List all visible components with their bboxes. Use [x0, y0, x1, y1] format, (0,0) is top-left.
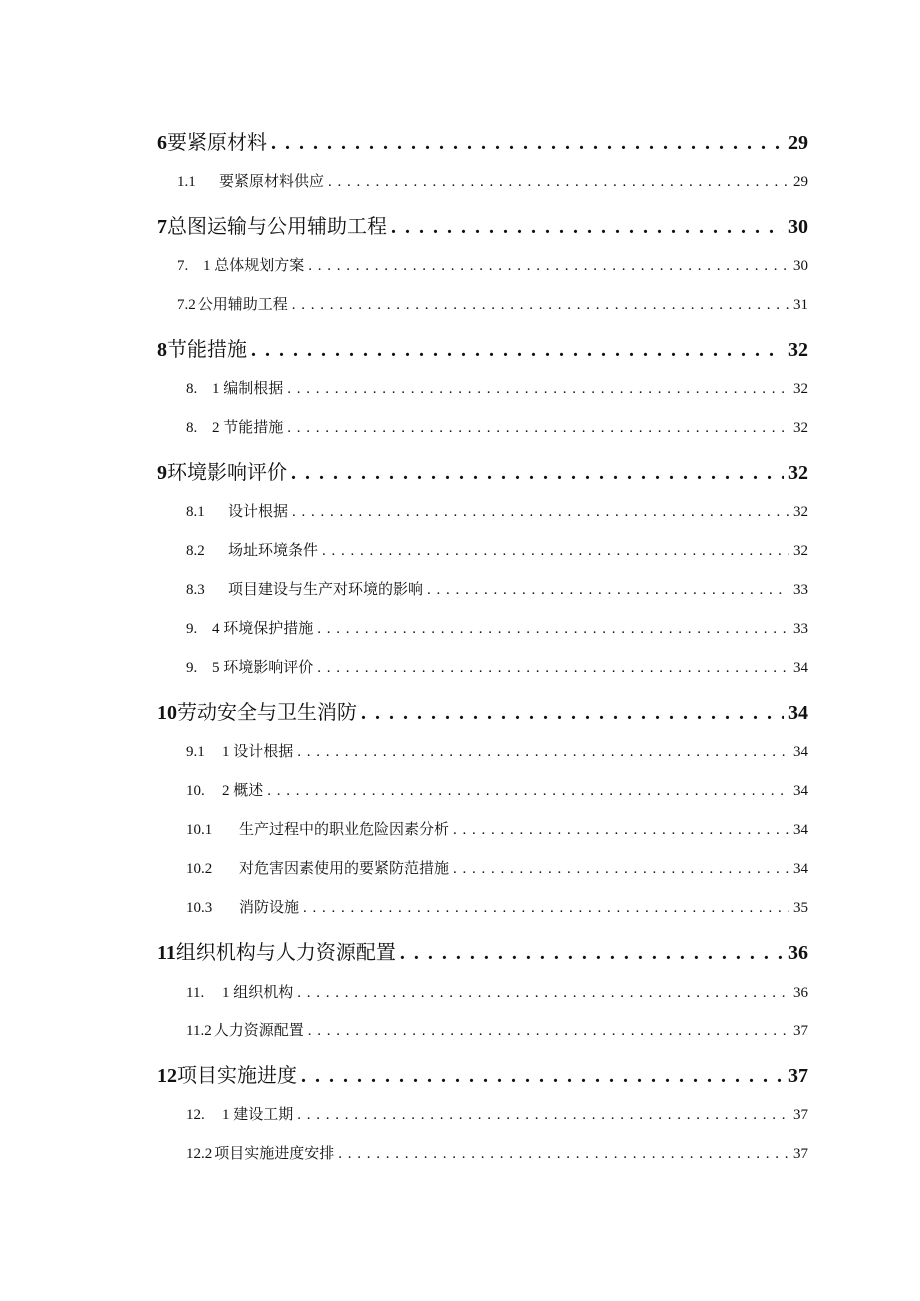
toc-title: 1 组织机构 [222, 985, 294, 1001]
toc-page: 32 [793, 420, 808, 436]
toc-page: 34 [793, 822, 808, 838]
dot-leader [291, 462, 784, 485]
toc-page: 32 [793, 381, 808, 397]
dot-leader [292, 504, 789, 521]
dot-leader [308, 1023, 789, 1040]
toc-page: 34 [793, 783, 808, 799]
toc-number: 9.1 [186, 744, 205, 760]
toc-number: 12. [186, 1107, 205, 1123]
toc-number: 10.1 [186, 822, 213, 838]
toc-entry-8-3[interactable] [186, 578, 808, 599]
toc-title: 4 环境保护措施 [212, 621, 314, 637]
toc-title: 场址环境条件 [228, 543, 319, 559]
dot-leader [303, 900, 789, 917]
toc-page: 34 [793, 744, 808, 760]
toc-entry-10-3[interactable] [186, 896, 808, 917]
toc-page: 37 [793, 1023, 808, 1039]
toc-page: 30 [788, 216, 808, 238]
toc-entry-12-2[interactable] [186, 1142, 808, 1163]
toc-title: 1 设计根据 [222, 744, 294, 760]
toc-number: 9. [186, 660, 198, 676]
toc-entry-chapter-12[interactable] [157, 1059, 808, 1088]
toc-title: 消防设施 [239, 900, 300, 916]
toc-page: 37 [793, 1146, 808, 1162]
toc-title: 1 编制根据 [212, 381, 284, 397]
toc-page: 32 [793, 504, 808, 520]
dot-leader [301, 1065, 784, 1088]
toc-title: 人力资源配置 [213, 1023, 304, 1039]
toc-number: 10.2 [186, 861, 213, 877]
toc-entry-8-2[interactable] [186, 416, 808, 437]
toc-entry-12-1[interactable] [186, 1103, 808, 1124]
toc-page: 34 [793, 660, 808, 676]
toc-entry-8-2b[interactable] [186, 539, 808, 560]
toc-number: 1.1 [177, 174, 196, 190]
toc-number: 8.3 [186, 582, 205, 598]
dot-leader [338, 1146, 789, 1163]
toc-entry-7-2[interactable] [177, 293, 808, 314]
dot-leader [308, 258, 789, 275]
toc-entry-10-2b[interactable] [186, 857, 808, 878]
toc-title: 节能措施 [167, 339, 247, 361]
toc-title: 生产过程中的职业危险因素分析 [239, 822, 450, 838]
dot-leader [297, 985, 789, 1002]
dot-leader [400, 942, 784, 965]
dot-leader [292, 297, 789, 314]
toc-number: 7. [177, 258, 189, 274]
toc-entry-9-5[interactable] [186, 656, 808, 677]
toc-title: 设计根据 [228, 504, 289, 520]
toc-page: 33 [793, 621, 808, 637]
toc-page: 32 [788, 339, 808, 361]
toc-title: 组织机构与人力资源配置 [175, 942, 396, 964]
dot-leader [317, 621, 789, 638]
toc-title: 2 概述 [222, 783, 264, 799]
toc-number: 8 [157, 339, 167, 361]
toc-entry-9-4[interactable] [186, 617, 808, 638]
toc-number: 8.2 [186, 543, 205, 559]
toc-page: 32 [788, 462, 808, 484]
toc-number: 7 [157, 216, 167, 238]
toc-number: 8. [186, 381, 198, 397]
dot-leader [453, 822, 789, 839]
toc-entry-11-1[interactable] [186, 981, 808, 1002]
toc-title: 环境影响评价 [167, 462, 287, 484]
toc-entry-10-2[interactable] [186, 779, 808, 800]
toc-entry-8-1[interactable] [186, 377, 808, 398]
toc-entry-chapter-9[interactable] [157, 456, 808, 485]
toc-number: 10 [157, 702, 177, 724]
toc-number: 10. [186, 783, 205, 799]
toc-page: 30 [793, 258, 808, 274]
toc-title: 5 环境影响评价 [212, 660, 314, 676]
toc-page: 31 [793, 297, 808, 313]
toc-number: 12.2 [186, 1146, 213, 1162]
toc-page: 37 [793, 1107, 808, 1123]
dot-leader [361, 702, 784, 725]
toc-entry-chapter-6[interactable] [157, 126, 808, 155]
toc-number: 12 [157, 1065, 177, 1087]
toc-number: 7.2 [177, 297, 196, 313]
toc-entry-chapter-11[interactable] [157, 936, 808, 965]
toc-title: 总图运输与公用辅助工程 [167, 216, 387, 238]
dot-leader [287, 420, 789, 437]
toc-page: 32 [793, 543, 808, 559]
toc-page: 29 [793, 174, 808, 190]
toc-page: 34 [788, 702, 808, 724]
toc-number: 11.2 [186, 1023, 212, 1039]
toc-entry-10-1[interactable] [186, 818, 808, 839]
dot-leader [317, 660, 789, 677]
toc-title: 劳动安全与卫生消防 [177, 702, 357, 724]
toc-entry-9-1[interactable] [186, 740, 808, 761]
toc-entry-chapter-8[interactable] [157, 333, 808, 362]
dot-leader [427, 582, 789, 599]
toc-number: 11 [157, 942, 176, 964]
toc-number: 8.1 [186, 504, 205, 520]
toc-title: 项目实施进度 [177, 1065, 297, 1087]
toc-page: 33 [793, 582, 808, 598]
dot-leader [297, 744, 789, 761]
toc-number: 10.3 [186, 900, 213, 916]
toc-number: 9 [157, 462, 167, 484]
toc-title: 项目建设与生产对环境的影响 [228, 582, 424, 598]
toc-title: 公用辅助工程 [197, 297, 288, 313]
toc-page: 36 [793, 985, 808, 1001]
toc-entry-11-2[interactable] [186, 1019, 808, 1040]
toc-entry-1-1[interactable] [177, 170, 808, 191]
toc-title: 2 节能措施 [212, 420, 284, 436]
toc-title: 1 总体规划方案 [203, 258, 305, 274]
toc-number: 11. [186, 985, 205, 1001]
toc-number: 8. [186, 420, 198, 436]
dot-leader [251, 339, 784, 362]
dot-leader [267, 783, 789, 800]
toc-title: 要紧原材料供应 [219, 174, 325, 190]
toc-page: 34 [793, 861, 808, 877]
toc-entry-chapter-10[interactable] [157, 696, 808, 725]
dot-leader [391, 216, 784, 239]
dot-leader [287, 381, 789, 398]
toc-entry-7-1[interactable] [177, 254, 808, 275]
dot-leader [271, 132, 784, 155]
toc-number: 6 [157, 132, 167, 154]
toc-entry-chapter-7[interactable] [157, 210, 808, 239]
dot-leader [453, 861, 789, 878]
dot-leader [297, 1107, 789, 1124]
toc-title: 要紧原材料 [167, 132, 267, 154]
dot-leader [328, 174, 789, 191]
toc-entry-8-1b[interactable] [186, 500, 808, 521]
toc-page: 36 [788, 942, 808, 964]
dot-leader [322, 543, 789, 560]
toc-page: 35 [793, 900, 808, 916]
toc-number: 9. [186, 621, 198, 637]
toc-page: 29 [788, 132, 808, 154]
toc-page: 37 [788, 1065, 808, 1087]
toc-title: 1 建设工期 [222, 1107, 294, 1123]
toc-title: 项目实施进度安排 [214, 1146, 335, 1162]
toc-title: 对危害因素使用的要紧防范措施 [239, 861, 450, 877]
